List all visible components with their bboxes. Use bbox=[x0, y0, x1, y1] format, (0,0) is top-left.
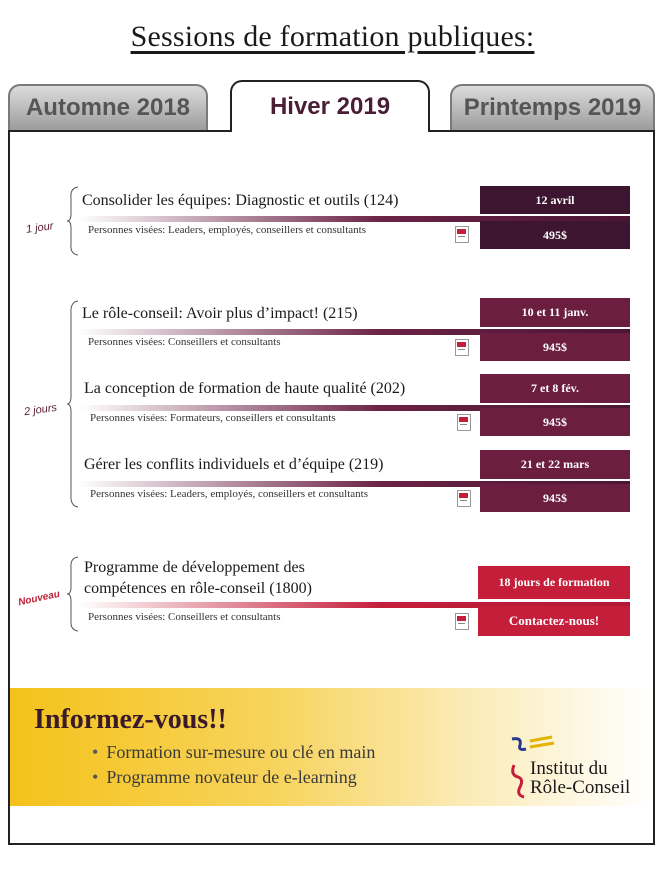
info-item: • Programme novateur de e-learning bbox=[92, 767, 375, 788]
session-price: 945$ bbox=[480, 484, 630, 512]
info-heading: Informez-vous!! bbox=[34, 704, 227, 735]
course-title[interactable]: La conception de formation de haute qualité (202) bbox=[84, 380, 406, 397]
tab-automne-2018[interactable]: Automne 2018 bbox=[8, 84, 208, 130]
group-label-2-jours: 2 jours bbox=[23, 401, 58, 419]
tab-hiver-2019[interactable]: Hiver 2019 bbox=[230, 80, 430, 132]
course-title-line1[interactable]: Programme de développement des bbox=[84, 559, 305, 576]
session-price: 495$ bbox=[480, 221, 630, 249]
course-audience: Personnes visées: Conseillers et consultants bbox=[88, 336, 281, 348]
logo-line2: Rôle-Conseil bbox=[530, 777, 631, 798]
pdf-icon[interactable] bbox=[455, 339, 469, 356]
info-list bbox=[92, 742, 375, 792]
session-date: 21 et 22 mars bbox=[480, 450, 630, 479]
course-title-line2[interactable]: compétences en rôle-conseil (1800) bbox=[84, 580, 312, 597]
tab-printemps-2019[interactable]: Printemps 2019 bbox=[450, 84, 655, 130]
course-audience: Personnes visées: Formateurs, conseillers et consultants bbox=[90, 412, 336, 424]
course-audience: Personnes visées: Leaders, employés, conseillers et consultants bbox=[88, 224, 366, 236]
group-label-1-jour: 1 jour bbox=[25, 220, 55, 236]
session-duration: 18 jours de formation bbox=[478, 566, 630, 599]
session-date: 10 et 11 janv. bbox=[480, 298, 630, 327]
course-audience: Personnes visées: Conseillers et consultants bbox=[88, 611, 281, 623]
pdf-icon[interactable] bbox=[455, 226, 469, 243]
session-date: 12 avril bbox=[480, 186, 630, 214]
pdf-icon[interactable] bbox=[457, 490, 471, 507]
pdf-icon[interactable] bbox=[457, 414, 471, 431]
course-title[interactable]: Gérer les conflits individuels et d’équipe (219) bbox=[84, 456, 384, 473]
course-title[interactable]: Le rôle-conseil: Avoir plus d’impact! (215) bbox=[82, 305, 358, 322]
session-date: 7 et 8 fév. bbox=[480, 374, 630, 403]
page-title: Sessions de formation publiques: bbox=[130, 20, 535, 53]
pdf-icon[interactable] bbox=[455, 613, 469, 630]
course-audience: Personnes visées: Leaders, employés, conseillers et consultants bbox=[90, 488, 368, 500]
group-label-nouveau: Nouveau bbox=[17, 588, 61, 609]
institut-logo bbox=[508, 735, 648, 805]
course-title[interactable]: Consolider les équipes: Diagnostic et outils (124) bbox=[82, 192, 399, 209]
session-price: 945$ bbox=[480, 408, 630, 436]
info-item: • Formation sur-mesure ou clé en main bbox=[92, 742, 375, 763]
logo-line1: Institut du bbox=[530, 758, 608, 779]
brace-icon bbox=[66, 556, 80, 632]
session-price: 945$ bbox=[480, 333, 630, 361]
contact-us-button[interactable]: Contactez-nous! bbox=[478, 606, 630, 636]
